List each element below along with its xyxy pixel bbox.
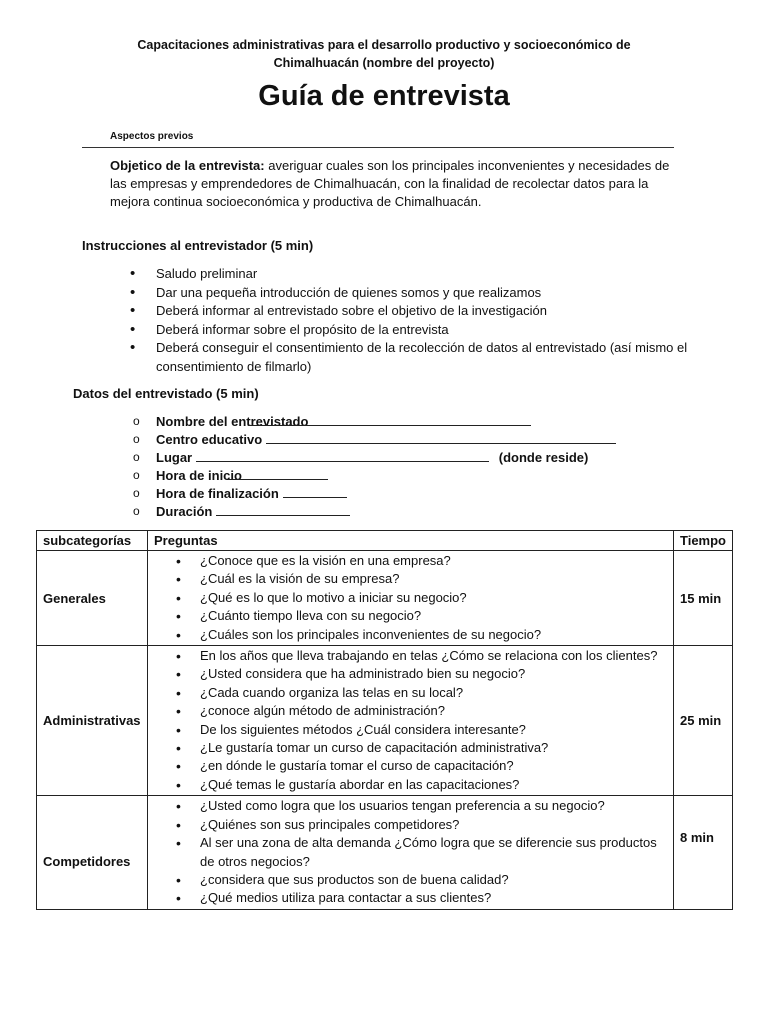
question-item: • ¿Quiénes son sus principales competidores? [148,816,669,834]
field-label: Nombre del entrevistado [156,414,309,429]
project-header-line-2: Chimalhuacán (nombre del proyecto) [273,56,495,70]
table-row [37,796,733,909]
questions-cell [148,646,674,796]
field-suffix: (donde reside) [498,450,589,465]
question-item: • En los años que lleva trabajando en telas ¿Cómo se relaciona con los clientes? [148,647,669,665]
instructions-heading: Instrucciones al entrevistador (5 min) [82,238,314,253]
question-item: • ¿Cuánto tiempo lleva con su negocio? [148,607,669,625]
time-administrativas: 25 min [674,646,733,796]
field-lugar [133,449,653,467]
question-item: • ¿Le gustaría tomar un curso de capacitación administrativa? [148,739,669,757]
section-divider [82,147,674,148]
category-administrativas: Administrativas [37,646,148,796]
question-item: • De los siguientes métodos ¿Cuál considera interesante? [148,721,669,739]
question-item: • ¿Usted considera que ha administrado bien su negocio? [148,665,669,683]
instruction-item: • Deberá informar sobre el propósito de la entrevista [130,321,690,340]
question-item: • ¿Cuál es la visión de su empresa? [148,570,669,588]
questions-cell [148,796,674,909]
question-item: • ¿Cada cuando organiza las telas en su local? [148,684,669,702]
project-header-line-1: Capacitaciones administrativas para el desarrollo productivo y socioeconómico de [137,38,631,52]
time-generales: 15 min [674,551,733,646]
project-header [60,36,708,72]
header-preguntas: Preguntas [148,531,674,551]
question-item: • ¿Usted como logra que los usuarios tengan preferencia a su negocio? [148,797,669,815]
question-item: • ¿Conoce que es la visión en una empresa? [148,552,669,570]
instruction-item: • Deberá informar al entrevistado sobre el objetivo de la investigación [130,302,690,321]
category-competidores: Competidores [37,796,148,909]
instruction-item: • Saludo preliminar [130,265,690,284]
field-centro-educativo [133,431,653,449]
questions-table [36,530,733,910]
field-nombre [133,413,653,431]
fill-line[interactable] [228,467,328,480]
fill-line[interactable] [248,413,531,426]
question-item: • ¿Cuáles son los principales inconvenientes de su negocio? [148,626,669,644]
field-duracion [133,503,653,521]
table-row [37,551,733,646]
instructions-list [130,265,690,377]
table-row [37,646,733,796]
instruction-item: • Deberá conseguir el consentimiento de la recolección de datos al entrevistado (así mismo el consentimiento de filmarlo) [130,339,690,376]
objective-label: Objetico de la entrevista: [110,158,265,173]
field-label: Duración [156,504,213,519]
instruction-item: • Dar una pequeña introducción de quienes somos y que realizamos [130,284,690,303]
field-label: Lugar [156,450,193,465]
question-item: • ¿conoce algún método de administración? [148,702,669,720]
document-title: Guía de entrevista [258,80,510,112]
fill-line[interactable] [196,449,489,462]
field-hora-finalizacion [133,485,653,503]
interviewee-data-heading: Datos del entrevistado (5 min) [73,386,259,401]
header-subcategorias: subcategorías [37,531,148,551]
question-item: • ¿en dónde le gustaría tomar el curso de capacitación? [148,757,669,775]
question-item: • ¿Qué temas le gustaría abordar en las capacitaciones? [148,776,669,794]
field-label: Hora de finalización [156,486,279,501]
time-competidores: 8 min [674,796,733,909]
question-item: • ¿considera que sus productos son de buena calidad? [148,871,669,889]
field-hora-inicio [133,467,653,485]
fill-line[interactable] [266,431,616,444]
category-generales: Generales [37,551,148,646]
question-item: • ¿Qué medios utiliza para contactar a sus clientes? [148,889,669,907]
questions-cell [148,551,674,646]
aspectos-previos-label: Aspectos previos [110,131,194,142]
table-header-row [37,531,733,551]
header-tiempo: Tiempo [674,531,733,551]
objective-text: averiguar cuales son los principales inconvenientes y necesidades de las empresas y emprendedores de Chimalhuacán, con la finalidad de recolectar datos para la mejora continua socioeconómica y productiva de Chimalhuacán. [110,158,670,209]
interviewee-fields [133,413,653,521]
question-item: • ¿Qué es lo que lo motivo a iniciar su negocio? [148,589,669,607]
question-item: • Al ser una zona de alta demanda ¿Cómo logra que se diferencie sus productos de otros negocios? [148,834,669,871]
fill-line[interactable] [283,485,347,498]
field-label: Hora de inicio [156,468,242,483]
objective-paragraph [110,157,670,211]
field-label: Centro educativo [156,432,263,447]
fill-line[interactable] [216,503,350,516]
